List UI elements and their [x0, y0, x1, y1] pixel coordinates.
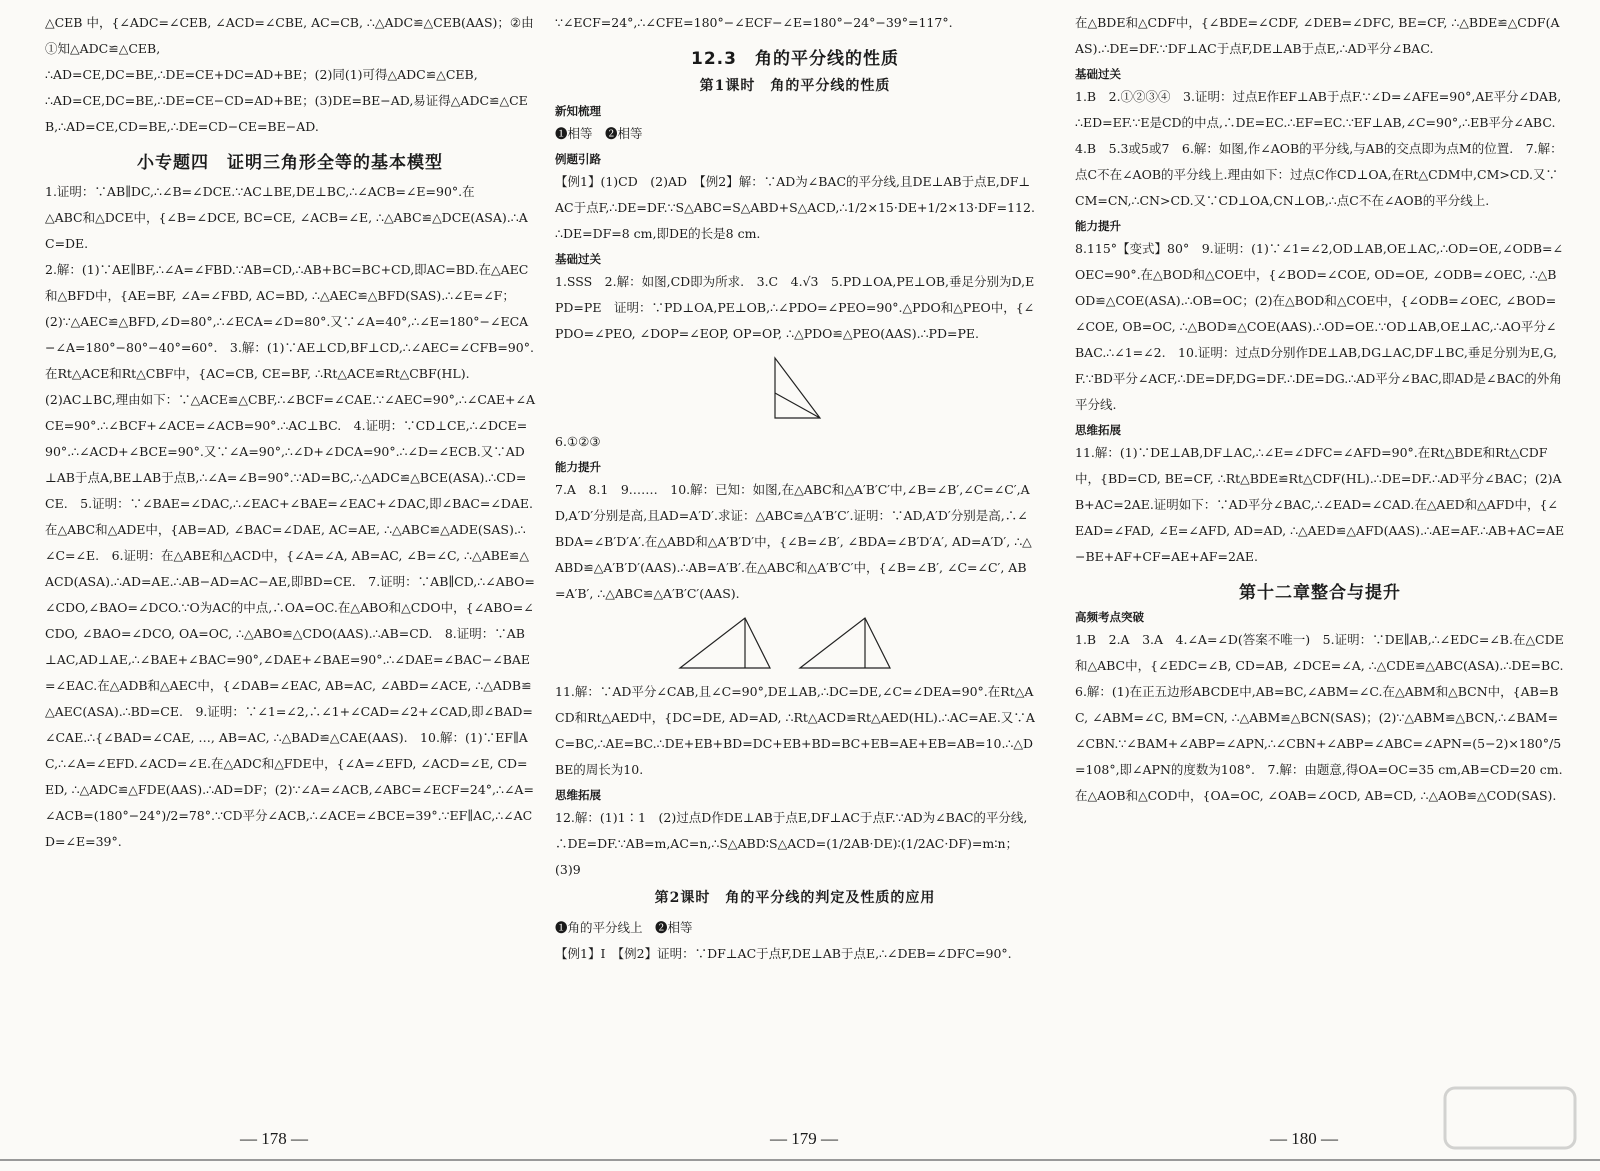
jichu-answers: 1.SSS 2.解：如图,CD即为所求. 3.C 4.√3 5.PD⊥OA,PE⊥OB,垂足分别为D,E PD=PE 证明：∵PD⊥OA,PE⊥OB,∴∠PDO=∠PEO=90°.△PDO和△PEO中，{∠PDO=∠PEO, ∠DOP=∠EOP, OP=OP, ∴△PDO≌△PEO(AAS).∴PD=PE.: [555, 274, 1047, 341]
left-intro-2: ∴AD=CE,DC=BE,∴DE=CE+DC=AD+BE；(2)同(1)可得△ADC≌△CEB,: [45, 67, 478, 82]
two-triangles-figure: [675, 613, 915, 673]
answer-11: 11.解：∵AD平分∠CAB,且∠C=90°,DE⊥AB,∴DC=DE,∠C=∠DEA=90°.在Rt△ACD和Rt△AED中，{DC=DE, AD=AD, ∴Rt△ACD≌Rt△AED(HL).∴AC=AE.又∵AC=BC,∴AE=BC.∴DE+EB+BD=DC+EB+BD=BC+EB=AE+EB=AB=10.∴△DBE的周长为10.: [555, 684, 1035, 777]
middle-page-column: [555, 10, 1047, 1120]
section-heading-12-3: 12.3 角的平分线的性质: [691, 49, 899, 69]
left-page-column: [45, 10, 535, 1120]
watermark-logo-icon: [1440, 1083, 1580, 1153]
label-siwei: 思维拓展: [555, 788, 601, 802]
gaopin-answers: 1.B 2.A 3.A 4.∠A=∠D(答案不唯一) 5.证明：∵DE∥AB,∴∠EDC=∠B.在△CDE和△ABC中，{∠EDC=∠B, CD=AB, ∠DCE=∠A, ∴△CDE≌△ABC(ASA).∴DE=BC. 6.解：(1)在正五边形ABCDE中,AB=BC,∠ABM=∠C.在△ABM和△BCN中，{AB=BC, ∠ABM=∠C, BM=CN, ∴△ABM≌△BCN(SAS)；(2)∵△ABM≌△BCN,∴∠BAM=∠CBN.∵∠BAM+∠ABP=∠APN,∴∠CBN+∠ABP=∠ABC=∠APN=(5−2)×180°/5=108°,即∠APN的度数为108°. 7.解：由题意,得OA=OC=35 cm,AB=CD=20 cm.在△AOB和△COD中，{OA=OC, ∠OAB=∠OCD, AB=CD, ∴△AOB≌△COD(SAS).: [1075, 632, 1576, 803]
label-xinzhi: 新知梳理: [555, 104, 601, 118]
right-jichu-answers: 1.B 2.①②③④ 3.证明：过点E作EF⊥AB于点F.∵∠D=∠AFE=90°,AE平分∠DAB,∴ED=EF.∵E是CD的中点,∴DE=EC.∴EF=EC.∵EF⊥AB,∠C=90°,∴EB平分∠ABC. 4.B 5.3或5或7 6.解：如图,作∠AOB的平分线,与AB的交点即为点M的位置. 7.解：点C不在∠AOB的平分线上.理由如下：过点C作CD⊥OA,在Rt△CDM中,CM>CD.又∵CM=CN,∴CN>CD.又∵CD⊥OA,CN⊥OB,∴点C不在∠AOB的平分线上.: [1075, 89, 1568, 208]
lesson-1-heading: 第1课时 角的平分线的性质: [699, 78, 891, 94]
xinzhi-answers: ❶相等 ❷相等: [555, 126, 643, 141]
lesson-2-heading: 第2课时 角的平分线的判定及性质的应用: [654, 890, 936, 906]
left-answer-2: 2.解：(1)∵AE∥BF,∴∠A=∠FBD.∵AB=CD,∴AB+BC=BC+CD,即AC=BD.在△AEC和△BFD中，{AE=BF, ∠A=∠FBD, AC=BD, ∴△AEC≌△BFD(SAS).∴∠E=∠F；: [45, 262, 529, 303]
page-number-179: — 179 —: [770, 1129, 838, 1148]
label-jichu: 基础过关: [555, 252, 601, 266]
answer-6: 6.①②③: [555, 434, 601, 449]
nengli-answers: 7.A 8.1 9.…… 10.解：已知：如图,在△ABC和△A′B′C′中,∠B=∠B′,∠C=∠C′,AD,A′D′分别是高,且AD=A′D′.求证：△ABC≌△A′B′C′.证明：∵AD,A′D′分别是高,∴∠BDA=∠B′D′A′.在△ABD和△A′B′D′中，{∠B=∠B′, ∠BDA=∠B′D′A′, AD=A′D′, ∴△ABD≌△A′B′D′(AAS).∴AB=A′B′.在△ABC和△A′B′C′中，{∠B=∠B′, ∠C=∠C′, AB=A′B′, ∴△ABC≌△A′B′C′(AAS).: [555, 482, 1032, 601]
left-intro-1: △CEB 中，{∠ADC=∠CEB, ∠ACD=∠CBE, AC=CB, ∴△ADC≌△CEB(AAS)；②由①知△ADC≌△CEB,: [45, 15, 534, 56]
right-siwei-answers: 11.解：(1)∵DE⊥AB,DF⊥AC,∴∠E=∠DFC=∠AFD=90°.在Rt△BDE和Rt△CDF中，{BD=CD, BE=CF, ∴Rt△BDE≌Rt△CDF(HL).∴DE=DF.∴AD平分∠BAC；(2)AB+AC=2AE.证明如下：∵AD平分∠BAC,∴∠EAD=∠CAD.在△AED和△AFD中，{∠EAD=∠FAD, ∠E=∠AFD, AD=AD, ∴△AED≌△AFD(AAS).∴AE=AF.∴AB+AC=AE−BE+AF+CF=AE+AF=2AE.: [1075, 445, 1565, 564]
label-siwei-right: 思维拓展: [1075, 423, 1121, 437]
left-answer-rest: (2)AC⊥BC,理由如下：∵△ACE≌△CBF,∴∠BCF=∠CAE.∵∠AEC=90°,∴∠CAE+∠ACE=90°.∴∠BCF+∠ACE=∠ACB=90°.∴AC⊥BC. 4.证明：∵CD⊥CE,∴∠DCE=90°.∴∠ACD+∠BCE=90°.又∵∠A=90°,∴∠D+∠DCA=90°.∴∠D=∠ECB.又∵AD⊥AB于点A,BE⊥AB于点B,∴∠A=∠B=90°.∵AD=BC,∴△ADC≌△BCE(ASA).∴CD=CE. 5.证明：∵∠BAE=∠DAC,∴∠EAC+∠BAE=∠EAC+∠DAC,即∠BAC=∠DAE.在△ABC和△ADE中，{AB=AD, ∠BAC=∠DAE, AC=AE, ∴△ABC≌△ADE(SAS).∴∠C=∠E. 6.证明：在△ABE和△ACD中，{∠A=∠A, AB=AC, ∠B=∠C, ∴△ABE≌△ACD(ASA).∴AD=AE.∴AB−AD=AC−AE,即BD=CE. 7.证明：∵AB∥CD,∴∠ABO=∠CDO,∠BAO=∠DCO.∵O为AC的中点,∴OA=OC.在△ABO和△CDO中，{∠ABO=∠CDO, ∠BAO=∠DCO, OA=OC, ∴△ABO≌△CDO(AAS).∴AB=CD. 8.证明：∵AB⊥AC,AD⊥AE,∴∠BAE+∠BAC=90°,∠DAE+∠BAE=90°.∴∠DAE=∠BAC−∠BAE=∠EAC.在△ADB和△AEC中，{∠DAB=∠EAC, AB=AC, ∠ABD=∠ACE, ∴△ADB≌△AEC(ASA).∴BD=CE. 9.证明：∵∠1=∠2,∴∠1+∠CAD=∠2+∠CAD,即∠BAD=∠CAE.∴{∠BAD=∠CAE, …, AB=AC, ∴△BAD≌△CAE(AAS). 10.解：(1)∵EF∥AC,∴∠A=∠EFD.∠ACD=∠E.在△ADC和△FDE中，{∠A=∠EFD, ∠ACD=∠E, CD=ED, ∴△ADC≌△FDE(AAS).∴AD=DF；(2)∵∠A=∠ACB,∠ABC=∠ECF=24°,∴∠A=∠ACB=(180°−24°)/2=78°.∵CD平分∠ACB,∴∠ACE=∠BCE=39°.∵EF∥AC,∴∠ACD=∠E=39°.: [45, 392, 536, 849]
left-answer-1a: 1.证明：∵AB∥DC,∴∠B=∠DCE.∵AC⊥BE,DE⊥BC,∴∠ACB=∠E=90°.在: [45, 184, 475, 199]
right-top: 在△BDE和△CDF中，{∠BDE=∠CDF, ∠DEB=∠DFC, BE=CF, ∴△BDE≌△CDF(AAS).∴DE=DF.∵DF⊥AC于点F,DE⊥AB于点E,∴AD平分∠BAC.: [1075, 15, 1560, 56]
label-nengli-right: 能力提升: [1075, 219, 1121, 233]
chapter-review-heading: 第十二章整合与提升: [1239, 583, 1401, 603]
label-jichu-right: 基础过关: [1075, 67, 1121, 81]
left-answer-2-3: (2)∵△AEC≌△BFD,∠D=80°,∴∠ECA=∠D=80°.又∵∠A=40°,∴∠E=180°−∠ECA−∠A=180°−80°−40°=60°. 3.解：(1)∵AE⊥CD,BF⊥CD,∴∠AEC=∠CFB=90°.在Rt△ACE和Rt△CBF中，{AC=CB, CE=BF, ∴Rt△ACE≌Rt△CBF(HL).: [45, 314, 534, 381]
right-page-column: [1075, 10, 1576, 1120]
lesson-2-liti: 【例1】I 【例2】证明：∵DF⊥AC于点F,DE⊥AB于点E,∴∠DEB=∠DFC=90°.: [555, 946, 1012, 961]
right-nengli-answers: 8.115°【变式】80° 9.证明：(1)∵∠1=∠2,OD⊥AB,OE⊥AC,∴OD=OE,∠ODB=∠OEC=90°.在△BOD和△COE中，{∠BOD=∠COE, OD=OE, ∠ODB=∠OEC, ∴△BOD≌△COE(ASA).∴OB=OC；(2)在△BOD和△COE中，{∠ODB=∠OEC, ∠BOD=∠COE, OB=OC, ∴△BOD≌△COE(AAS).∴OD=OE.∵OD⊥AB,OE⊥AC,∴AO平分∠BAC.∴∠1=∠2. 10.证明：过点D分别作DE⊥AB,DG⊥AC,DF⊥BC,垂足分别为E,G,F.∵BD平分∠ACF,∴DE=DF,DG=DF.∴DE=DG.∴AD平分∠BAC,即AD是∠BAC的外角平分线.: [1075, 241, 1564, 412]
left-answer-1b: △ABC和△DCE中，{∠B=∠DCE, BC=CE, ∠ACB=∠E, ∴△ABC≌△DCE(ASA).∴AC=DE.: [45, 210, 528, 251]
page-number-180: — 180 —: [1270, 1129, 1338, 1148]
left-intro-3: ∴AD=CE,DC=BE,∴DE=CE−CD=AD+BE；(3)DE=BE−AD,易证得△ADC≌△CEB,∴AD=CE,CD=BE,∴DE=CD−CE=BE−AD.: [45, 93, 528, 134]
label-gaopin: 高频考点突破: [1075, 610, 1144, 624]
answer-12: 12.解：(1)1∶1 (2)过点D作DE⊥AB于点E,DF⊥AC于点F.∵AD为∠BAC的平分线,∴DE=DF.∵AB=m,AC=n,∴S△ABD∶S△ACD=(1/2AB·DE)∶(1/2AC·DF)=m∶n；(3)9: [555, 810, 1028, 877]
label-nengli: 能力提升: [555, 460, 601, 474]
middle-top-line: ∵∠ECF=24°,∴∠CFE=180°−∠ECF−∠E=180°−24°−39°=117°.: [555, 15, 953, 30]
left-section-heading: 小专题四 证明三角形全等的基本模型: [137, 153, 443, 173]
page-number-178: — 178 —: [240, 1129, 308, 1148]
label-liti: 例题引路: [555, 152, 601, 166]
triangle-figure-cd: [755, 353, 835, 423]
bottom-rule: [0, 1159, 1600, 1161]
liti-answers: 【例1】(1)CD (2)AD 【例2】解：∵AD为∠BAC的平分线,且DE⊥AB于点E,DF⊥AC于点F,∴DE=DF.∵S△ABC=S△ABD+S△ACD,∴1/2×15·DE+1/2×13·DF=112.∴DE=DF=8 cm,即DE的长是8 cm.: [555, 174, 1035, 241]
lesson-2-xinzhi: ❶角的平分线上 ❷相等: [555, 920, 693, 935]
